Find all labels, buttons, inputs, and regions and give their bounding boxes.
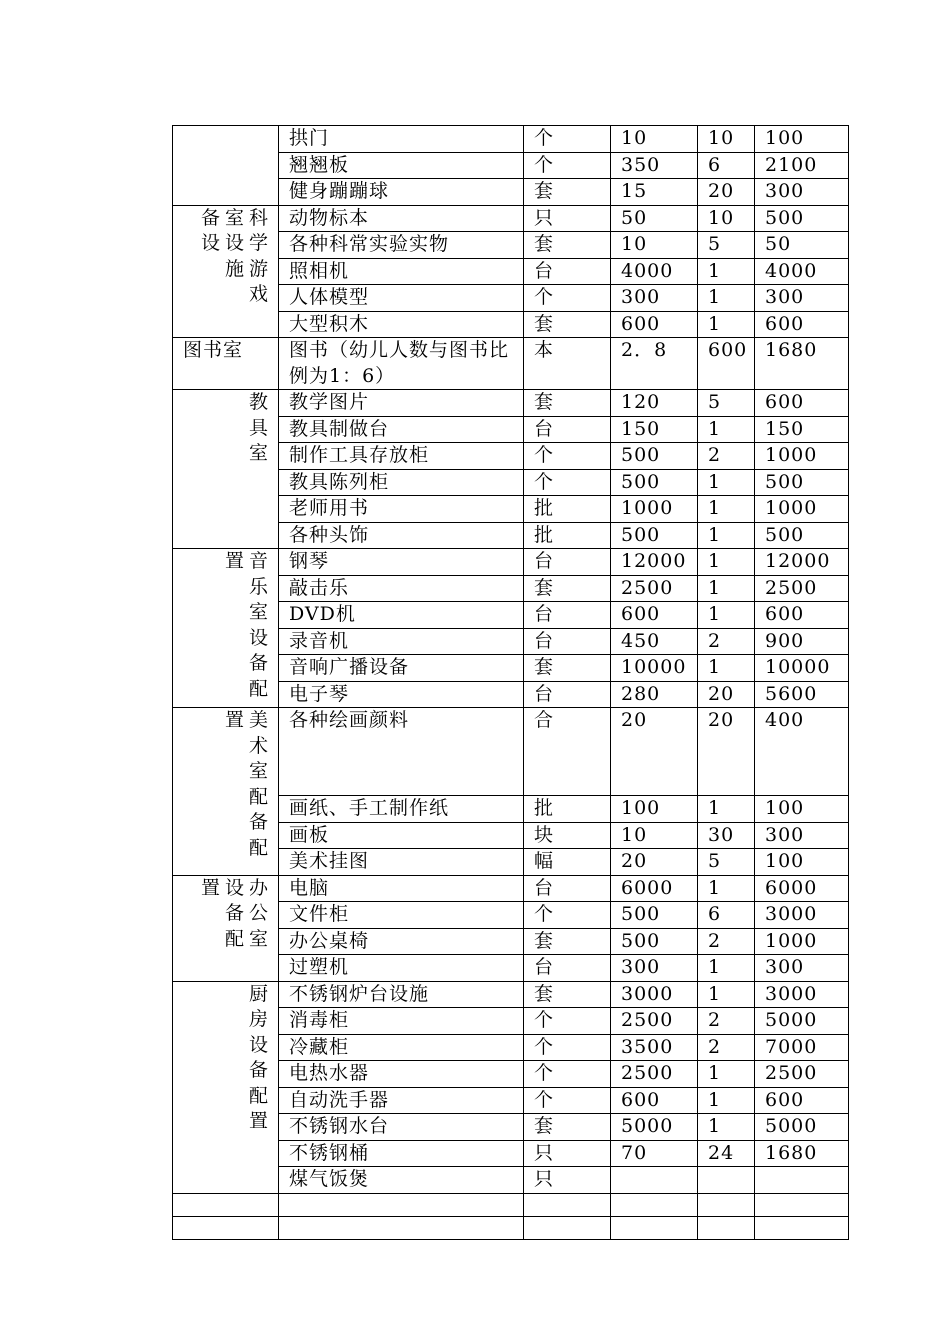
total-cell: 300 — [755, 955, 849, 982]
unit-cell: 只 — [524, 1167, 611, 1194]
total-cell: 100 — [755, 849, 849, 876]
item-cell: 电脑 — [279, 875, 524, 902]
unit-cell: 套 — [524, 981, 611, 1008]
empty-cell — [611, 1193, 698, 1216]
unit-cell: 台 — [524, 681, 611, 708]
empty-row — [173, 1216, 849, 1239]
qty-cell: 20 — [698, 681, 755, 708]
price-cell — [611, 1167, 698, 1194]
item-cell: 不锈钢炉台设施 — [279, 981, 524, 1008]
item-cell: 制作工具存放柜 — [279, 443, 524, 470]
empty-cell — [524, 1216, 611, 1239]
total-cell: 3000 — [755, 981, 849, 1008]
qty-cell: 1 — [698, 258, 755, 285]
item-cell: DVD机 — [279, 602, 524, 629]
item-cell: 自动洗手器 — [279, 1087, 524, 1114]
category-label-column: 音 乐 室 设 备 配 — [248, 550, 269, 700]
unit-cell: 块 — [524, 822, 611, 849]
price-cell: 5000 — [611, 1114, 698, 1141]
unit-cell: 幅 — [524, 849, 611, 876]
item-cell: 敲击乐 — [279, 575, 524, 602]
total-cell: 7000 — [755, 1034, 849, 1061]
total-cell: 12000 — [755, 549, 849, 576]
equipment-table — [172, 125, 849, 1240]
item-cell: 冷藏柜 — [279, 1034, 524, 1061]
category-cell — [173, 338, 279, 390]
unit-cell: 个 — [524, 469, 611, 496]
unit-cell: 台 — [524, 416, 611, 443]
unit-cell: 台 — [524, 549, 611, 576]
unit-cell: 个 — [524, 1061, 611, 1088]
item-cell: 画纸、手工制作纸 — [279, 796, 524, 823]
total-cell: 1000 — [755, 496, 849, 523]
category-cell — [173, 205, 279, 338]
price-cell: 300 — [611, 955, 698, 982]
price-cell: 600 — [611, 311, 698, 338]
qty-cell: 10 — [698, 126, 755, 153]
unit-cell: 只 — [524, 1140, 611, 1167]
item-cell: 教具制做台 — [279, 416, 524, 443]
qty-cell: 1 — [698, 796, 755, 823]
total-cell: 600 — [755, 1087, 849, 1114]
item-cell: 办公桌椅 — [279, 928, 524, 955]
qty-cell: 1 — [698, 955, 755, 982]
price-cell: 350 — [611, 152, 698, 179]
item-cell: 翘翘板 — [279, 152, 524, 179]
item-cell: 各种科常实验实物 — [279, 232, 524, 259]
table-row — [173, 126, 849, 153]
price-cell: 450 — [611, 628, 698, 655]
category-cell — [173, 981, 279, 1193]
price-cell: 500 — [611, 522, 698, 549]
table-row — [173, 549, 849, 576]
total-cell: 300 — [755, 285, 849, 312]
unit-cell: 套 — [524, 655, 611, 682]
empty-cell — [524, 1193, 611, 1216]
unit-cell: 个 — [524, 285, 611, 312]
price-cell: 300 — [611, 285, 698, 312]
qty-cell: 1 — [698, 469, 755, 496]
category-label-column: 设 备 配 — [224, 876, 245, 950]
table-row — [173, 205, 849, 232]
unit-cell: 个 — [524, 443, 611, 470]
total-cell: 150 — [755, 416, 849, 443]
unit-cell: 台 — [524, 875, 611, 902]
price-cell: 2500 — [611, 1061, 698, 1088]
unit-cell: 合 — [524, 708, 611, 796]
price-cell: 120 — [611, 390, 698, 417]
total-cell: 600 — [755, 390, 849, 417]
item-cell: 教学图片 — [279, 390, 524, 417]
total-cell: 2100 — [755, 152, 849, 179]
total-cell: 100 — [755, 796, 849, 823]
empty-cell — [755, 1216, 849, 1239]
item-cell: 美术挂图 — [279, 849, 524, 876]
price-cell: 10000 — [611, 655, 698, 682]
empty-cell — [173, 1193, 279, 1216]
qty-cell: 24 — [698, 1140, 755, 1167]
qty-cell: 1 — [698, 655, 755, 682]
table-row — [173, 708, 849, 796]
empty-cell — [279, 1193, 524, 1216]
qty-cell: 1 — [698, 311, 755, 338]
category-label-column: 备 设 — [200, 206, 221, 254]
qty-cell: 20 — [698, 708, 755, 796]
item-cell: 文件柜 — [279, 902, 524, 929]
unit-cell: 个 — [524, 126, 611, 153]
unit-cell: 个 — [524, 1087, 611, 1114]
price-cell: 20 — [611, 708, 698, 796]
category-cell — [173, 708, 279, 876]
qty-cell: 6 — [698, 152, 755, 179]
item-cell: 动物标本 — [279, 205, 524, 232]
total-cell: 2500 — [755, 575, 849, 602]
empty-row — [173, 1193, 849, 1216]
total-cell: 5000 — [755, 1114, 849, 1141]
table-row — [173, 390, 849, 417]
price-cell: 6000 — [611, 875, 698, 902]
unit-cell: 套 — [524, 232, 611, 259]
unit-cell: 个 — [524, 1008, 611, 1035]
total-cell: 300 — [755, 822, 849, 849]
item-cell: 电热水器 — [279, 1061, 524, 1088]
qty-cell: 2 — [698, 1008, 755, 1035]
category-label-column: 室 设 施 — [224, 206, 245, 280]
total-cell: 6000 — [755, 875, 849, 902]
item-cell: 录音机 — [279, 628, 524, 655]
qty-cell: 1 — [698, 875, 755, 902]
qty-cell: 1 — [698, 1114, 755, 1141]
total-cell — [755, 1167, 849, 1194]
qty-cell: 5 — [698, 849, 755, 876]
item-cell: 健身蹦蹦球 — [279, 179, 524, 206]
category-cell — [173, 126, 279, 206]
item-cell: 钢琴 — [279, 549, 524, 576]
price-cell: 12000 — [611, 549, 698, 576]
unit-cell: 批 — [524, 522, 611, 549]
total-cell: 10000 — [755, 655, 849, 682]
price-cell: 500 — [611, 902, 698, 929]
qty-cell: 10 — [698, 205, 755, 232]
unit-cell: 套 — [524, 390, 611, 417]
category-label: 图书室 — [183, 339, 244, 361]
qty-cell — [698, 1167, 755, 1194]
total-cell: 400 — [755, 708, 849, 796]
category-cell — [173, 390, 279, 549]
price-cell: 500 — [611, 469, 698, 496]
unit-cell: 个 — [524, 1034, 611, 1061]
unit-cell: 套 — [524, 311, 611, 338]
item-cell: 消毒柜 — [279, 1008, 524, 1035]
total-cell: 4000 — [755, 258, 849, 285]
qty-cell: 20 — [698, 179, 755, 206]
total-cell: 100 — [755, 126, 849, 153]
item-cell: 教具陈列柜 — [279, 469, 524, 496]
category-cell — [173, 549, 279, 708]
price-cell: 500 — [611, 928, 698, 955]
category-label-column: 置 — [224, 550, 245, 572]
price-cell: 3000 — [611, 981, 698, 1008]
price-cell: 10 — [611, 232, 698, 259]
unit-cell: 套 — [524, 179, 611, 206]
category-label-column: 办 公 室 — [248, 876, 269, 950]
price-cell: 2500 — [611, 575, 698, 602]
unit-cell: 套 — [524, 575, 611, 602]
total-cell: 500 — [755, 522, 849, 549]
item-cell: 拱门 — [279, 126, 524, 153]
qty-cell: 1 — [698, 575, 755, 602]
item-cell: 过塑机 — [279, 955, 524, 982]
qty-cell: 2 — [698, 1034, 755, 1061]
item-cell: 电子琴 — [279, 681, 524, 708]
item-cell: 音响广播设备 — [279, 655, 524, 682]
qty-cell: 1 — [698, 496, 755, 523]
qty-cell: 30 — [698, 822, 755, 849]
total-cell: 300 — [755, 179, 849, 206]
qty-cell: 1 — [698, 1061, 755, 1088]
empty-cell — [698, 1216, 755, 1239]
total-cell: 600 — [755, 602, 849, 629]
table-row — [173, 875, 849, 902]
price-cell: 150 — [611, 416, 698, 443]
item-cell: 老师用书 — [279, 496, 524, 523]
category-label-column: 教 具 室 — [248, 391, 269, 464]
price-cell: 10 — [611, 822, 698, 849]
total-cell: 1680 — [755, 1140, 849, 1167]
item-cell: 画板 — [279, 822, 524, 849]
empty-cell — [698, 1193, 755, 1216]
total-cell: 500 — [755, 469, 849, 496]
category-cell — [173, 875, 279, 981]
total-cell: 2500 — [755, 1061, 849, 1088]
category-label-column: 美 术 室 配 备 配 — [248, 709, 269, 859]
qty-cell: 1 — [698, 416, 755, 443]
total-cell: 50 — [755, 232, 849, 259]
unit-cell: 只 — [524, 205, 611, 232]
price-cell: 10 — [611, 126, 698, 153]
unit-cell: 个 — [524, 152, 611, 179]
unit-cell: 台 — [524, 955, 611, 982]
empty-cell — [279, 1216, 524, 1239]
qty-cell: 1 — [698, 1087, 755, 1114]
price-cell: 70 — [611, 1140, 698, 1167]
total-cell: 600 — [755, 311, 849, 338]
table-row — [173, 338, 849, 390]
qty-cell: 600 — [698, 338, 755, 390]
item-cell: 各种头饰 — [279, 522, 524, 549]
empty-cell — [173, 1216, 279, 1239]
qty-cell: 2 — [698, 443, 755, 470]
qty-cell: 2 — [698, 628, 755, 655]
table-row — [173, 981, 849, 1008]
category-label-column: 厨 房 设 备 配 置 — [248, 982, 269, 1132]
total-cell: 1000 — [755, 443, 849, 470]
qty-cell: 1 — [698, 602, 755, 629]
price-cell: 2．8 — [611, 338, 698, 390]
qty-cell: 2 — [698, 928, 755, 955]
price-cell: 4000 — [611, 258, 698, 285]
item-cell: 图书（幼儿人数与图书比例为1：6） — [279, 338, 524, 390]
unit-cell: 批 — [524, 496, 611, 523]
total-cell: 1680 — [755, 338, 849, 390]
unit-cell: 台 — [524, 258, 611, 285]
item-cell: 大型积木 — [279, 311, 524, 338]
price-cell: 1000 — [611, 496, 698, 523]
price-cell: 2500 — [611, 1008, 698, 1035]
item-cell: 不锈钢水台 — [279, 1114, 524, 1141]
price-cell: 50 — [611, 205, 698, 232]
price-cell: 500 — [611, 443, 698, 470]
qty-cell: 5 — [698, 232, 755, 259]
unit-cell: 套 — [524, 1114, 611, 1141]
price-cell: 15 — [611, 179, 698, 206]
item-cell: 煤气饭煲 — [279, 1167, 524, 1194]
total-cell: 5600 — [755, 681, 849, 708]
category-label-column: 科 学 游 戏 — [248, 206, 269, 305]
item-cell: 不锈钢桶 — [279, 1140, 524, 1167]
unit-cell: 台 — [524, 628, 611, 655]
price-cell: 3500 — [611, 1034, 698, 1061]
total-cell: 1000 — [755, 928, 849, 955]
qty-cell: 1 — [698, 981, 755, 1008]
price-cell: 20 — [611, 849, 698, 876]
qty-cell: 5 — [698, 390, 755, 417]
unit-cell: 台 — [524, 602, 611, 629]
qty-cell: 1 — [698, 549, 755, 576]
price-cell: 600 — [611, 602, 698, 629]
category-label-column: 置 — [224, 709, 245, 731]
category-label-column: 置 — [200, 876, 221, 899]
price-cell: 100 — [611, 796, 698, 823]
unit-cell: 个 — [524, 902, 611, 929]
unit-cell: 批 — [524, 796, 611, 823]
item-cell: 照相机 — [279, 258, 524, 285]
item-cell: 人体模型 — [279, 285, 524, 312]
item-cell: 各种绘画颜料 — [279, 708, 524, 796]
qty-cell: 1 — [698, 522, 755, 549]
qty-cell: 6 — [698, 902, 755, 929]
total-cell: 500 — [755, 205, 849, 232]
price-cell: 600 — [611, 1087, 698, 1114]
empty-cell — [611, 1216, 698, 1239]
qty-cell: 1 — [698, 285, 755, 312]
total-cell: 5000 — [755, 1008, 849, 1035]
unit-cell: 本 — [524, 338, 611, 390]
price-cell: 280 — [611, 681, 698, 708]
total-cell: 3000 — [755, 902, 849, 929]
unit-cell: 套 — [524, 928, 611, 955]
total-cell: 900 — [755, 628, 849, 655]
empty-cell — [755, 1193, 849, 1216]
